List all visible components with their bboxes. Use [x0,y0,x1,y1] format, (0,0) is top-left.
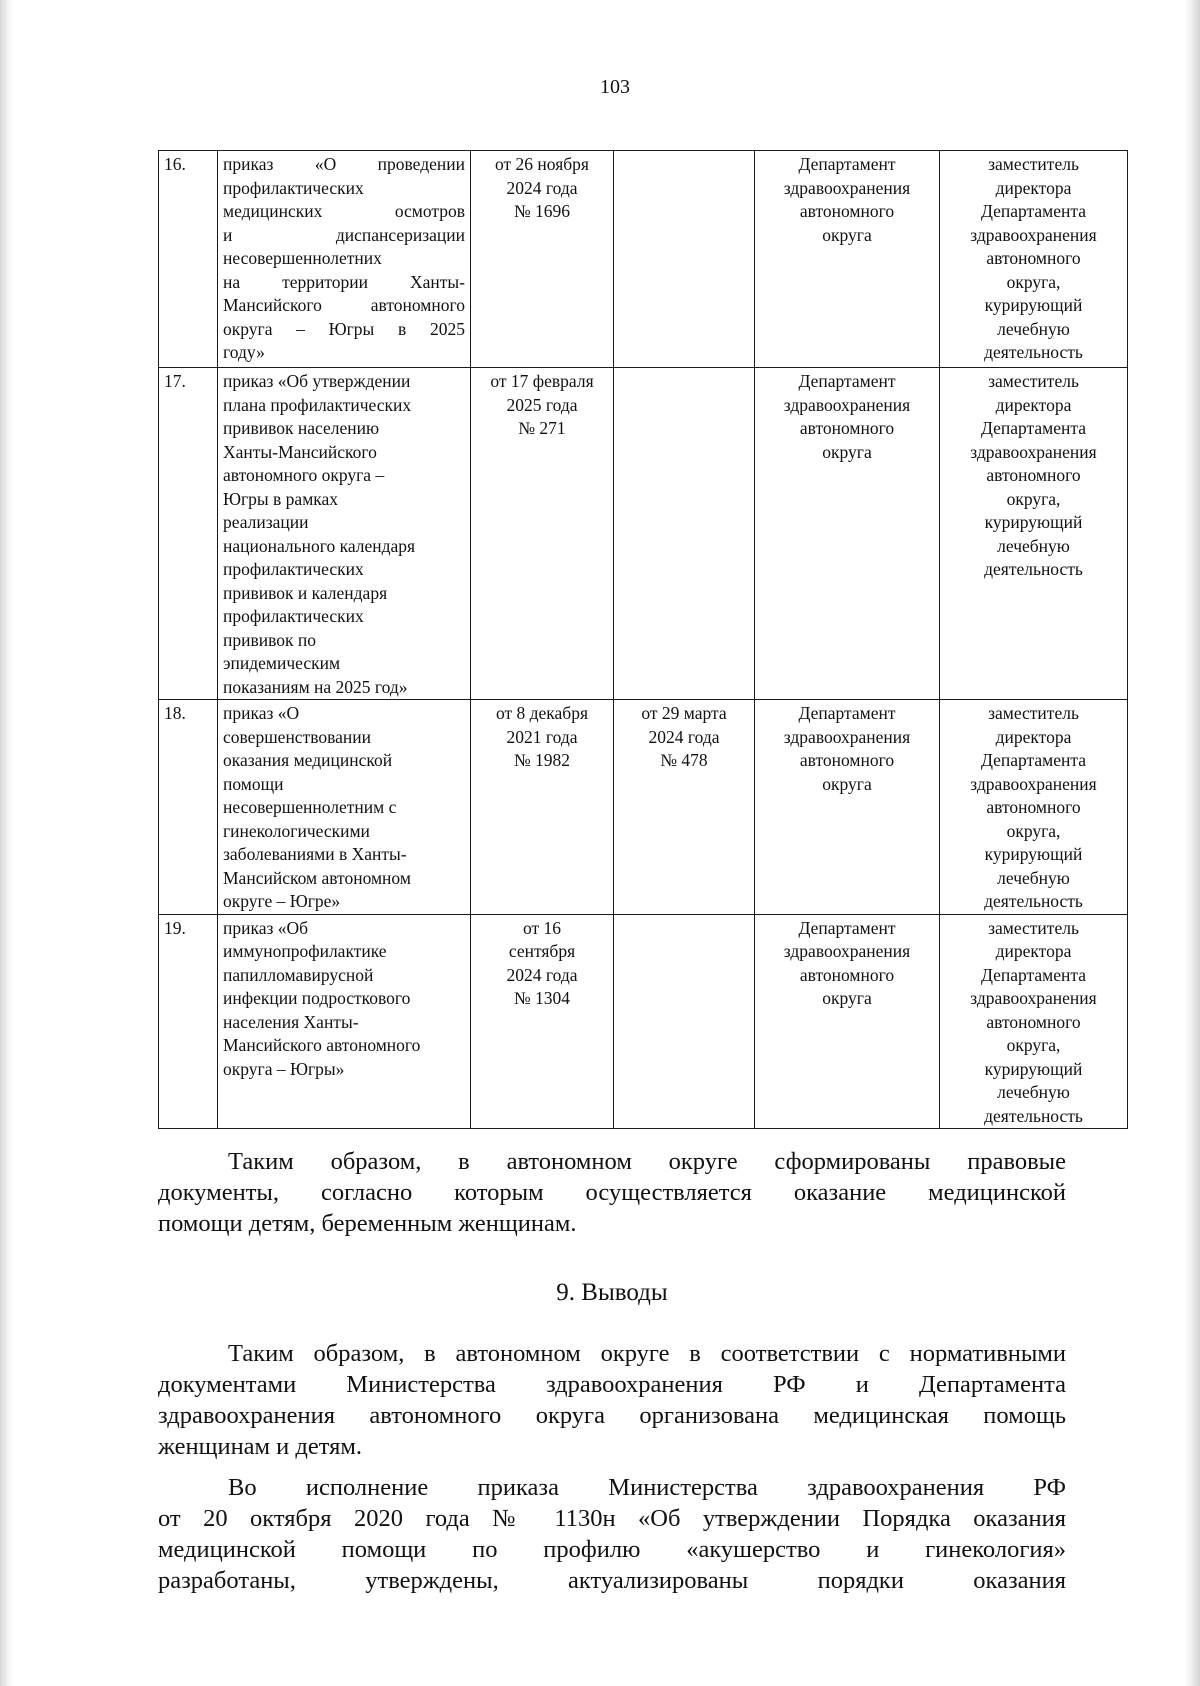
cell-line: деятельность [984,891,1083,911]
page-number: 103 [600,76,630,98]
cell-line: автономного [799,750,895,770]
cell-line: населения Ханты- [223,1011,359,1032]
cell-line: № 478 [660,750,708,770]
order-date-cell [471,914,614,1129]
cell-line: иммунопрофилактике [223,941,387,961]
table-row [159,700,1128,915]
cell-line: автономного [986,1011,1081,1032]
cell-line: заместитель [988,703,1079,723]
paragraph-line: помощи детям, беременным женщинам. [158,1210,577,1237]
implementation-paragraph [158,1472,1066,1596]
paragraph-line: Таким образом, в автономном округе сформированы правовые [228,1148,1066,1175]
cell-line: прививок населению [223,418,380,438]
paragraph-line: документы, согласно которым осуществляется оказание медицинской [158,1179,1066,1206]
department-cell [755,700,940,915]
cell-line: Департамента [980,418,1087,438]
paragraph-line: женщинам и детям. [158,1433,363,1460]
orders-table [158,150,1128,1129]
cell-line: Департамент [798,703,896,723]
cell-line: № 1982 [513,750,571,770]
paragraph-line: Во исполнение приказа Министерства здравоохранения РФ [228,1474,1066,1501]
cell-line: Департамента [980,201,1087,221]
cell-line: лечебную [997,318,1070,339]
cell-line: здравоохранения [970,224,1097,245]
cell-line: несовершеннолетних [223,248,382,268]
amendment-date-cell [614,151,755,368]
table-row [159,914,1128,1129]
amendment-date-cell [614,368,755,700]
cell-line: округа [822,988,872,1008]
cell-line: директора [995,394,1072,415]
cell-line: на территории Ханты- [223,271,465,292]
cell-line: папилломавирусной [223,964,374,985]
row-number-cell [159,151,218,368]
row-number: 18. [164,703,186,723]
responsible-cell [940,700,1128,915]
order-title-cell [218,368,471,700]
cell-line: деятельность [984,342,1083,362]
scan-edge-right [1184,0,1200,1686]
cell-line: году» [223,342,265,362]
cell-line: несовершеннолетним с [223,797,397,817]
cell-line: национального календаря [223,535,416,556]
row-number-cell [159,368,218,700]
cell-line: заболеваниями в Ханты- [223,844,407,864]
responsible-cell [940,151,1128,368]
cell-line: прививок по [223,629,316,650]
cell-line: приказ «О проведении [223,154,465,174]
cell-line: № 1304 [513,988,571,1008]
cell-line: директора [995,726,1072,747]
cell-line: округа, [1006,271,1061,292]
cell-line: совершенствовании [223,726,372,747]
cell-line: Мансийском автономном [223,867,411,888]
cell-line: автономного [799,418,895,438]
row-number: 17. [164,371,186,391]
cell-line: курирующий [984,295,1083,315]
cell-line: округа [822,441,872,462]
amendment-date-cell [614,914,755,1129]
cell-line: здравоохранения [970,988,1097,1008]
cell-line: курирующий [984,844,1083,864]
cell-line: профилактических [223,606,364,626]
cell-line: 2025 года [506,394,578,415]
order-title-cell [218,914,471,1129]
row-number-cell [159,700,218,915]
cell-line: Мансийского автономного [223,295,465,315]
row-number: 16. [164,154,186,174]
responsible-cell [940,914,1128,1129]
cell-line: автономного [986,465,1081,485]
cell-line: курирующий [984,512,1083,532]
cell-line: эпидемическим [223,653,341,673]
department-cell [755,914,940,1129]
cell-line: инфекции подросткового [223,988,411,1008]
order-date-cell [471,368,614,700]
cell-line: курирующий [984,1058,1083,1079]
cell-line: от 29 марта [641,703,727,723]
paragraph-line: здравоохранения автономного округа организована медицинская помощь [158,1402,1066,1429]
cell-line: деятельность [984,1105,1083,1126]
cell-line: профилактических [223,177,364,198]
cell-line: показаниям на 2025 год» [223,676,408,697]
cell-line: округа, [1006,820,1061,841]
cell-line: здравоохранения [970,441,1097,462]
cell-line: от 17 февраля [490,371,594,391]
cell-line: Департамента [980,964,1087,985]
cell-line: Мансийского автономного [223,1035,421,1055]
responsible-cell [940,368,1128,700]
paragraph-line: медицинской помощи по профилю «акушерство и гинекология» [158,1536,1066,1563]
cell-line: лечебную [997,867,1070,888]
cell-line: здравоохранения [783,941,911,961]
cell-line: реализации [223,512,309,532]
cell-line: Департамент [798,154,896,174]
cell-line: округа – Югры» [223,1058,345,1079]
cell-line: плана профилактических [223,394,412,415]
order-date-cell [471,151,614,368]
cell-line: здравоохранения [783,394,911,415]
cell-line: приказ «Об утверждении [223,371,411,391]
cell-line: автономного [986,248,1081,268]
cell-line: округа, [1006,488,1061,509]
cell-line: здравоохранения [783,177,911,198]
cell-line: директора [995,941,1072,961]
orders-table-body [159,151,1128,1129]
cell-line: автономного [799,964,895,985]
scan-edge-left [0,0,14,1686]
cell-line: Департамент [798,371,896,391]
paragraph-line: разработаны, утверждены, актуализированы порядки оказания [158,1567,1066,1594]
amendment-date-cell [614,700,755,915]
cell-line: округа [822,773,872,794]
cell-line: округа, [1006,1035,1061,1055]
cell-line: прививок и календаря [223,582,388,603]
cell-line: округе – Югре» [223,891,341,911]
paragraph-line: Таким образом, в автономном округе в соответствии с нормативными [228,1340,1066,1367]
cell-line: Ханты-Мансийского [223,441,377,462]
row-number-cell [159,914,218,1129]
summary-paragraph [158,1146,1066,1239]
cell-line: автономного [799,201,895,221]
department-cell [755,151,940,368]
cell-line: приказ «Об [223,917,309,938]
cell-line: профилактических [223,559,364,579]
order-title-cell [218,700,471,915]
cell-line: медицинских осмотров [223,201,465,221]
conclusion-paragraph [158,1338,1066,1462]
cell-line: лечебную [997,1082,1070,1102]
cell-line: заместитель [988,154,1079,174]
cell-line: гинекологическими [223,820,370,841]
cell-line: приказ «О [223,703,300,723]
cell-line: 2024 года [506,177,578,198]
cell-line: 2024 года [648,726,720,747]
cell-line: № 1696 [513,201,571,221]
cell-line: Департамента [980,750,1087,770]
cell-line: здравоохранения [970,773,1097,794]
cell-line: заместитель [988,917,1079,938]
cell-line: оказания медицинской [223,750,393,770]
cell-line: заместитель [988,371,1079,391]
cell-line: 2024 года [506,964,578,985]
table-row [159,151,1128,368]
table-row [159,368,1128,700]
cell-line: 2021 года [506,726,578,747]
paragraph-line: документами Министерства здравоохранения РФ и Департамента [158,1371,1066,1398]
cell-line: от 26 ноября [495,154,589,174]
cell-line: округа – Югры в 2025 [223,318,465,339]
cell-line: и диспансеризации [223,224,465,245]
cell-line: директора [995,177,1072,198]
order-date-cell [471,700,614,915]
cell-line: от 8 декабря [495,703,589,723]
cell-line: № 271 [518,418,566,438]
cell-line: лечебную [997,535,1070,556]
cell-line: помощи [223,773,284,794]
section-heading: 9. Выводы [556,1279,668,1306]
cell-line: деятельность [984,559,1083,579]
cell-line: Югры в рамках [223,488,339,509]
cell-line: сентября [508,941,576,961]
cell-line: автономного [986,797,1081,817]
cell-line: округа [822,224,872,245]
cell-line: здравоохранения [783,726,911,747]
cell-line: Департамент [798,917,896,938]
row-number: 19. [164,917,186,938]
department-cell [755,368,940,700]
cell-line: от 16 [522,917,562,938]
cell-line: автономного округа – [223,465,385,485]
paragraph-line: от 20 октября 2020 года № 1130н «Об утверждении Порядка оказания [158,1505,1066,1532]
order-title-cell [218,151,471,368]
